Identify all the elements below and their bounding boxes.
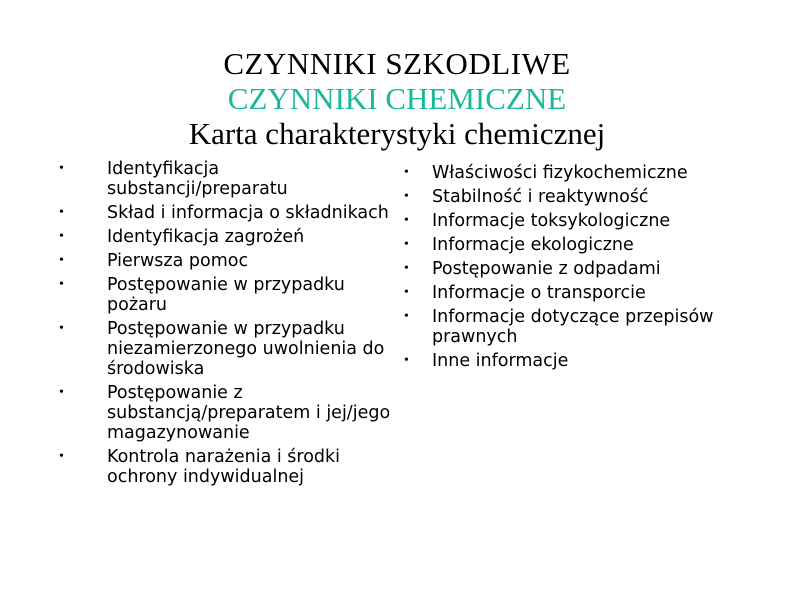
list-item-text: Postępowanie z odpadami	[432, 259, 661, 279]
list-item	[404, 211, 752, 231]
bullet-icon: •	[59, 449, 64, 464]
list-item	[404, 163, 752, 183]
page-subtitle: CZYNNIKI CHEMICZNE	[227, 81, 567, 116]
list-item-text: Postępowanie z substancją/preparatem i jej/jego magazynowanie	[107, 383, 391, 443]
list-item-text: Identyfikacja zagrożeń	[107, 227, 305, 247]
bullet-icon: •	[59, 229, 64, 244]
list-item	[404, 187, 752, 207]
list-item	[59, 447, 397, 487]
list-item-text: Informacje toksykologiczne	[432, 211, 671, 231]
list-item	[59, 227, 397, 247]
bullet-icon: •	[404, 237, 409, 252]
list-item	[59, 275, 397, 315]
list-item-text: Kontrola narażenia i środki ochrony indywidualnej	[107, 447, 341, 487]
bullet-icon: •	[59, 161, 64, 176]
right-bullet-list	[404, 163, 752, 375]
list-item	[59, 251, 397, 271]
bullet-icon: •	[404, 189, 409, 204]
list-item-text: Postępowanie w przypadku pożaru	[107, 275, 345, 315]
bullet-icon: •	[59, 385, 64, 400]
list-item	[59, 159, 397, 199]
title-block	[0, 46, 794, 151]
bullet-icon: •	[404, 309, 409, 324]
bullet-icon: •	[404, 213, 409, 228]
list-item	[404, 283, 752, 303]
list-item-text: Informacje o transporcie	[432, 283, 646, 303]
bullet-icon: •	[59, 277, 64, 292]
list-item-text: Identyfikacja substancji/preparatu	[107, 159, 288, 199]
bullet-icon: •	[59, 253, 64, 268]
list-item	[404, 259, 752, 279]
list-item	[59, 319, 397, 379]
page-title: CZYNNIKI SZKODLIWE	[223, 46, 571, 81]
list-item	[59, 383, 397, 443]
bullet-icon: •	[404, 285, 409, 300]
list-item-text: Informacje ekologiczne	[432, 235, 634, 255]
list-item-text: Informacje dotyczące przepisów prawnych	[432, 307, 714, 347]
list-item-text: Pierwsza pomoc	[107, 251, 249, 271]
bullet-icon: •	[59, 205, 64, 220]
list-item	[404, 351, 752, 371]
list-item-text: Skład i informacja o składnikach	[107, 203, 389, 223]
list-item	[404, 235, 752, 255]
list-item-text: Stabilność i reaktywność	[432, 187, 649, 207]
list-item-text: Właściwości fizykochemiczne	[432, 163, 688, 183]
bullet-icon: •	[404, 353, 409, 368]
list-item	[59, 203, 397, 223]
bullet-icon: •	[404, 165, 409, 180]
list-item-text: Inne informacje	[432, 351, 569, 371]
section-title: Karta charakterystyki chemicznej	[188, 116, 606, 151]
left-bullet-list	[59, 159, 397, 491]
bullet-icon: •	[59, 321, 64, 336]
list-item-text: Postępowanie w przypadku niezamierzonego uwolnienia do środowiska	[107, 319, 385, 379]
bullet-icon: •	[404, 261, 409, 276]
list-item	[404, 307, 752, 347]
